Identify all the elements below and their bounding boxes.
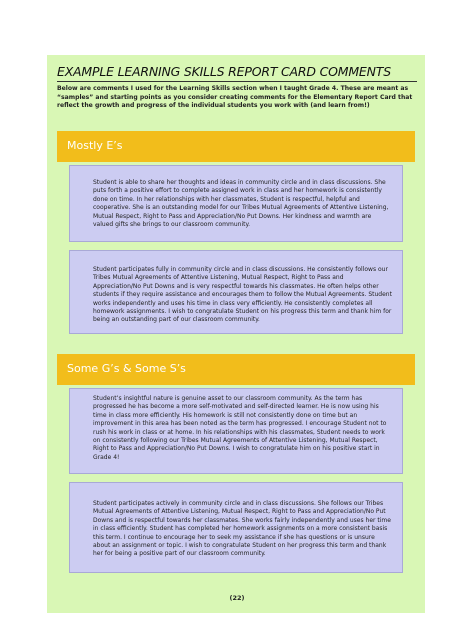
comment-text: Student’s insightful nature is genuine asset to our classroom community. As the term has progressed he has become a more self-motivated and self-directed learner. He is now using his time in class more efficiently. His homework is still not consistently done on time but an improvement in this area has been noted as the term has progressed. I encourage Student not to rush his work in class or at home. In his relationships with his classmates, Student needs to work on consistently following our Tribes Mutual Agreements of Attentive Listening, Mutual Respect, Right to Pass and Appreciation/No Put Downs. I wish to congratulate him on his positive start in Grade 4! bbox=[93, 395, 387, 461]
comment-text: Student participates fully in community circle and in class discussions. He consistently follows our Tribes Mutual Agreements of Attentive Listening, Mutual Respect, Right to Pass and Appreciation/No Put Downs and is very respectful towards his classmates. He often helps other students if they require assistance and encourages them to follow the Mutual Agreements. Student works independently and uses his time in class very efficiently. He consistently completes all homework assignments. I wish to congratulate Student on his progress this term and thank him for being an outstanding part of our classroom community. bbox=[93, 266, 392, 324]
comment-text: Student is able to share her thoughts and ideas in community circle and in class discussions. She puts forth a positive effort to complete assigned work in class and her homework is consistently done on time. In her relationships with her classmates, Student is respectful, helpful and cooperative. She is an outstanding model for our Tribes Mutual Agreements of Attentive Listening, Mutual Respect, Right to Pass and Appreciation/No Put Downs. Her kindness and warmth are valued gifts she brings to our classroom community. bbox=[93, 179, 389, 229]
section-heading-some-g-s: Some G’s & Some S’s bbox=[57, 354, 415, 385]
title-underline bbox=[57, 81, 417, 82]
section-heading-mostly-e: Mostly E’s bbox=[57, 131, 415, 162]
page-number: (22) bbox=[229, 594, 245, 602]
document-title: EXAMPLE LEARNING SKILLS REPORT CARD COMMENTS bbox=[57, 64, 391, 79]
intro-paragraph: Below are comments I used for the Learning Skills section when I taught Grade 4. These are meant as “samples” and starting points as you consider creating comments for the Elementary Report Card that reflect the growth and progress of the individual students you work with (and learn from!) bbox=[57, 85, 413, 110]
comment-text: Student participates actively in community circle and in class discussions. She follows our Tribes Mutual Agreements of Attentive Listening, Mutual Respect, Right to Pass and Appreciation/No Put Downs and is respectful towards her classmates. She works fairly independently and uses her time in class efficiently. Student has completed her homework assignments on a more consistent basis this term. I continue to encourage her to seek my assistance if she has questions or is unsure about an assignment or topic. I wish to congratulate Student on her progress this term and thank her for being a positive part of our classroom community. bbox=[93, 500, 391, 558]
